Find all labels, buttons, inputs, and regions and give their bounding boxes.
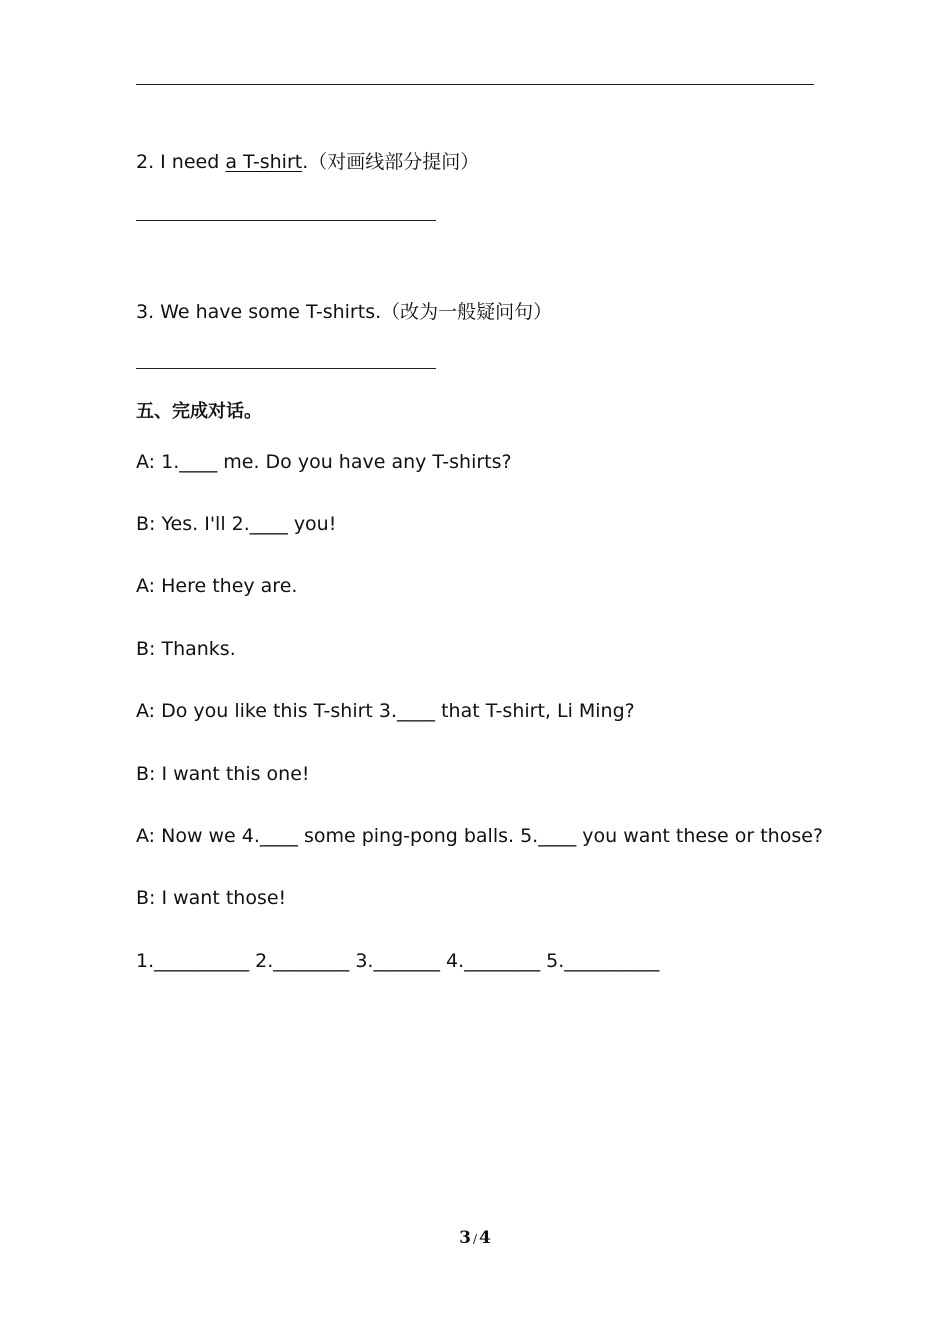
page-separator: / [472,1232,478,1246]
answer-line-question-3 [136,368,436,369]
dialogue-line: B: Yes. I'll 2.____ you! [136,513,337,535]
question-2 [136,150,479,174]
page-number [0,1228,950,1248]
dialogue-line: A: Now we 4.____ some ping-pong balls. 5.____ you want these or those? [136,825,823,847]
answer-line-question-2 [136,220,436,221]
dialogue-line: B: I want this one! [136,763,310,785]
answer-line-previous [136,84,814,85]
page-current: 3 [459,1228,471,1248]
dialogue-line: B: I want those! [136,887,287,909]
dialogue-line: B: Thanks. [136,638,236,660]
answer-blanks: 1.__________ 2.________ 3._______ 4.________ 5.__________ [136,950,660,972]
question-2-prefix: 2. I need [136,151,226,173]
question-2-suffix: .（对画线部分提问） [302,151,480,173]
question-2-underlined: a T-shirt [225,151,303,173]
dialogue-line: A: 1.____ me. Do you have any T-shirts? [136,451,512,473]
dialogue-line: A: Here they are. [136,575,298,597]
page-total: 4 [479,1228,491,1248]
question-3: 3. We have some T-shirts.（改为一般疑问句） [136,301,553,323]
section-5-heading: 五、完成对话。 [136,401,262,422]
dialogue-line: A: Do you like this T-shirt 3.____ that T-shirt, Li Ming? [136,700,635,722]
